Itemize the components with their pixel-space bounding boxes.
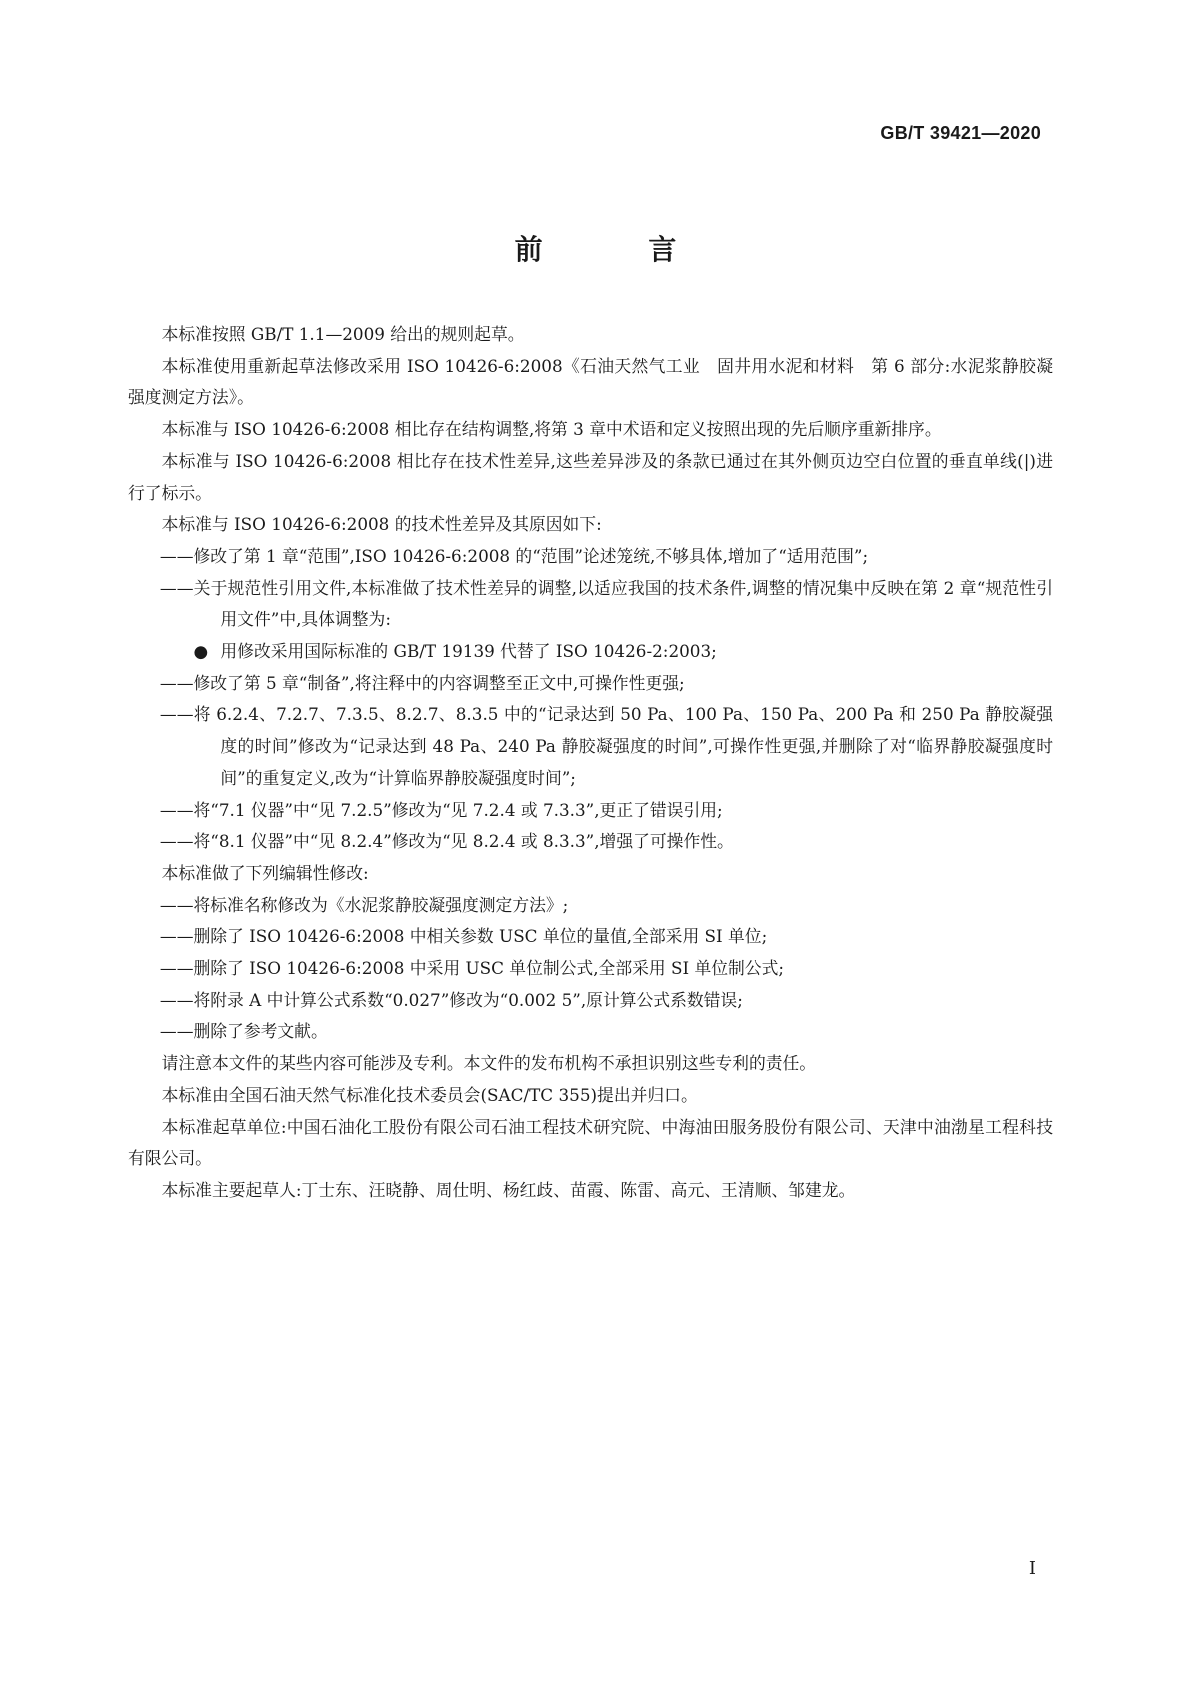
bullet-list-item	[128, 636, 1053, 668]
paragraph: 本标准与 ISO 10426-6:2008 相比存在技术性差异,这些差异涉及的条款已通过在其外侧页边空白位置的垂直单线(|)进行了标示。	[128, 450, 1053, 503]
dash-list-item: ——将“7.1 仪器”中“见 7.2.5”修改为“见 7.2.4 或 7.3.3”,更正了错误引用;	[159, 799, 723, 820]
paragraph: 本标准起草单位:中国石油化工股份有限公司石油工程技术研究院、中海油田服务股份有限公司、天津中油渤星工程科技有限公司。	[128, 1116, 1053, 1169]
foreword-body	[128, 319, 1053, 1207]
paragraph: 本标准由全国石油天然气标准化技术委员会(SAC/TC 355)提出并归口。	[161, 1084, 698, 1105]
page-number: I	[1028, 1558, 1036, 1579]
standard-code: GB/T 39421—2020	[880, 123, 1041, 143]
dash-list-item: ——关于规范性引用文件,本标准做了技术性差异的调整,以适应我国的技术条件,调整的情况集中反映在第 2 章“规范性引用文件”中,具体调整为:	[159, 577, 1053, 630]
paragraph: 本标准使用重新起草法修改采用 ISO 10426-6:2008《石油天然气工业 固井用水泥和材料 第 6 部分:水泥浆静胶凝强度测定方法》。	[128, 355, 1053, 408]
dash-list-item: ——修改了第 5 章“制备”,将注释中的内容调整至正文中,可操作性更强;	[159, 672, 685, 693]
paragraph: 本标准与 ISO 10426-6:2008 相比存在结构调整,将第 3 章中术语和定义按照出现的先后顺序重新排序。	[161, 419, 942, 440]
paragraph: 本标准做了下列编辑性修改:	[161, 862, 369, 883]
dash-list-item: ——修改了第 1 章“范围”,ISO 10426-6:2008 的“范围”论述笼统,不够具体,增加了“适用范围”;	[159, 545, 869, 566]
bullet-icon: ●	[193, 641, 209, 662]
dash-list-item: ——删除了 ISO 10426-6:2008 中采用 USC 单位制公式,全部采用 SI 单位制公式;	[159, 958, 785, 979]
page-title: 前 言	[514, 233, 725, 266]
dash-list-item: ——删除了 ISO 10426-6:2008 中相关参数 USC 单位的量值,全部采用 SI 单位;	[159, 926, 768, 947]
bullet-text: 用修改采用国际标准的 GB/T 19139 代替了 ISO 10426-2:2003;	[220, 641, 717, 662]
dash-list-item: ——将“8.1 仪器”中“见 8.2.4”修改为“见 8.2.4 或 8.3.3”,增强了可操作性。	[159, 831, 734, 852]
dash-list-item: ——将标准名称修改为《水泥浆静胶凝强度测定方法》;	[159, 894, 569, 915]
paragraph: 请注意本文件的某些内容可能涉及专利。本文件的发布机构不承担识别这些专利的责任。	[161, 1053, 817, 1074]
dash-list-item: ——删除了参考文献。	[159, 1021, 328, 1042]
dash-list-item: ——将附录 A 中计算公式系数“0.027”修改为“0.002 5”,原计算公式系数错误;	[159, 989, 743, 1010]
paragraph: 本标准主要起草人:丁士东、汪晓静、周仕明、杨红歧、苗霞、陈雷、高元、王清顺、邹建龙。	[161, 1179, 856, 1200]
dash-list-item: ——将 6.2.4、7.2.7、7.3.5、8.2.7、8.3.5 中的“记录达到 50 Pa、100 Pa、150 Pa、200 Pa 和 250 Pa 静胶凝强度的时间”修改为“记录达到 48 Pa、240 Pa 静胶凝强度的时间”,可操作性更强,并删除了对“临界静胶凝强度时间”的重复定义,改为“计算临界静胶凝强度时间”;	[159, 704, 1053, 788]
paragraph: 本标准与 ISO 10426-6:2008 的技术性差异及其原因如下:	[161, 514, 602, 535]
paragraph: 本标准按照 GB/T 1.1—2009 给出的规则起草。	[161, 324, 525, 344]
